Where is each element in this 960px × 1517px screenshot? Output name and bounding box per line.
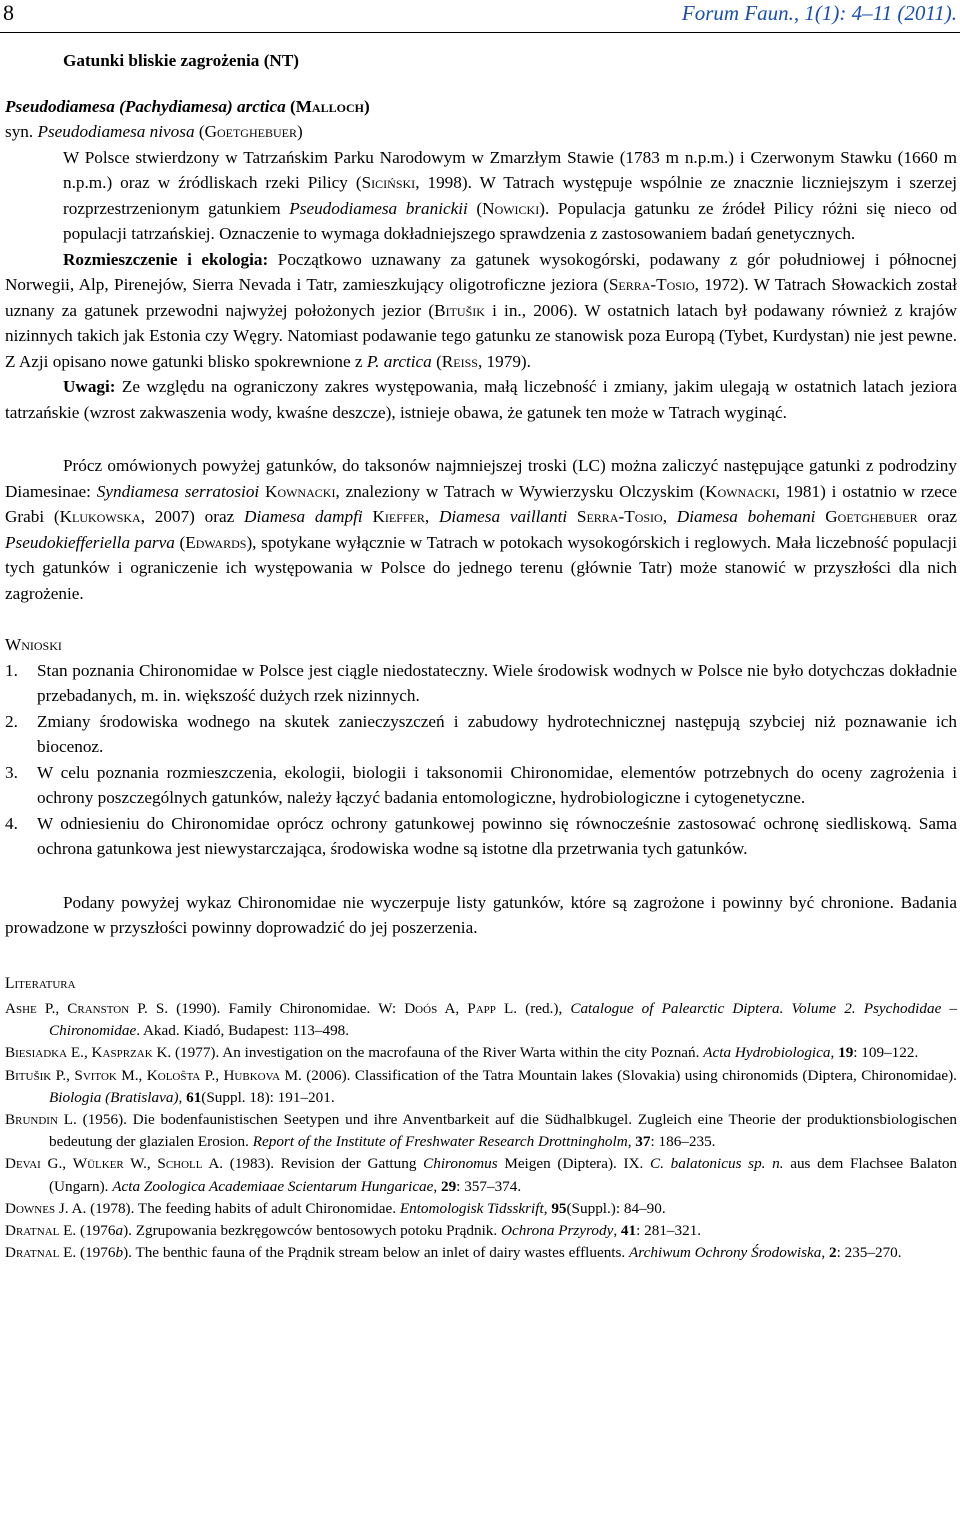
page-body xyxy=(5,48,957,1264)
reference-item: Downes J. A. (1978). The feeding habits of adult Chironomidae. Entomologisk Tidsskrift, 95(Suppl.): 84–90. xyxy=(5,1199,666,1217)
species-ref: P. arctica xyxy=(366,351,432,371)
page-number: 8 xyxy=(3,0,14,25)
reference-item: Ashe P., Cranston P. S. (1990). Family Chironomidae. W: Doós A, Papp L. (red.), Catalogue of Palearctic Diptera. Volume 2. Psychodidae – Chironomidae. Akad. Kiadó, Budapest: 113–498. xyxy=(5,1000,957,1040)
literature-heading: Literatura xyxy=(5,974,76,992)
citation: Nowicki xyxy=(482,198,540,218)
synonym-name: Pseudodiamesa nivosa xyxy=(37,122,195,141)
reference-item: Bitušik P., Svitok M., Koloŝta P., Hubkova M. (2006). Classification of the Tatra Mountain lakes (Slovakia) using chironomids (Diptera, Chironomidae). Biologia (Bratislava), 61(Suppl. 18): 191–201. xyxy=(5,1066,957,1106)
list-item: 3. W celu poznania rozmieszczenia, ekologii, biologii i taksonomii Chironomidae, elementów potrzebnych do oceny zagrożenia i ochrony poszczególnych gatunków, należy łączyć badania entomologiczne, hydrobiologiczne i cytogenetyczne. xyxy=(5,762,957,807)
species-heading xyxy=(5,94,957,120)
species-ref: Pseudodiamesa branickii xyxy=(289,198,468,218)
reference-item: Dratnal E. (1976a). Zgrupowania bezkręgowców bentosowych potoku Prądnik. Ochrona Przyrody, 41: 281–321. xyxy=(5,1222,702,1240)
reference-item: Biesiadka E., Kasprzak K. (1977). An investigation on the macrofauna of the River Warta within the city Poznań. Acta Hydrobiologica, 19: 109–122. xyxy=(5,1044,919,1062)
citation: Reiss xyxy=(441,351,478,371)
other-species-paragraph: Prócz omówionych powyżej gatunków, do taksonów najmniejszej troski (LC) można zaliczyć następujące gatunki z podrodziny Diamesinae: Syndiamesa serratosioi Kownacki, znaleziony w Tatrach w Wywierzysku Olczyskim (Kownacki, 1981) i ostatnio w rzece Grabi (Klukowska, 2007) oraz Diamesa dampfi Kieffer, Diamesa vaillanti Serra-Tosio, Diamesa bohemani Goetghebuer oraz Pseudokiefferiella parva (Edwards), spotykane wyłącznie w Tatrach w potokach wysokogórskich i reglowych. Mała liczebność populacji tych gatunków i ograniczenie ich występowania w Polsce do jednego terenu (głównie Tatr) może stanowić w przyszłości dla nich zagrożenie. xyxy=(5,456,958,603)
page-header xyxy=(0,0,960,33)
conclusions-list xyxy=(5,658,957,862)
species-ref: Pseudokiefferiella parva xyxy=(5,532,175,552)
synonym-line: syn. Pseudodiamesa nivosa (Goetghebuer) xyxy=(5,122,303,141)
reference-item: Dratnal E. (1976b). The benthic fauna of the Prądnik stream below an inlet of dairy wastes effluents. Archiwum Ochrony Środowiska, 2: 235–270. xyxy=(5,1244,902,1262)
species-author: (Malloch) xyxy=(289,96,370,116)
reference-item: Brundin L. (1956). Die bodenfaunistischen Seetypen und ihre Anventbarkeit auf die Südhalbkugel. Zugleich eine Theorie der produktionsbiologischen bedeutung der glazialen Erosion. Report of the Institute of Freshwater Research Drottningholm, 37: 186–235. xyxy=(5,1111,957,1151)
species-ref: Diamesa vaillanti xyxy=(438,507,568,526)
journal-citation: Forum Faun., 1(1): 4–11 (2011). xyxy=(681,1,957,25)
reference-item: Devai G., Wülker W., Scholl A. (1983). Revision der Gattung Chironomus Meigen (Diptera). IX. C. balatonicus sp. n. aus dem Flachsee Balaton (Ungarn). Acta Zoologica Academiaae Scientarum Hungaricae, 29: 357–374. xyxy=(5,1155,958,1195)
conclusions-heading: Wnioski xyxy=(5,635,62,654)
distribution-label: Rozmieszczenie i ekologia: xyxy=(63,249,269,269)
species-ref: Syndiamesa serratosioi xyxy=(96,481,260,501)
list-item: 1. Stan poznania Chironomidae w Polsce jest ciągle niedostateczny. Wiele środowisk wodnych w Polsce nie było dotychczas dokładnie przebadanych, m. in. większość dużych rzek nizinnych. xyxy=(5,660,957,705)
remarks-paragraph: Uwagi: Ze względu na ograniczony zakres występowania, małą liczebność i zmiany, jakim ulegają w ostatnich latach jeziora tatrzańskie (wzrost zakwaszenia wody, kwaśne deszcze), istnieje obawa, że gatunek ten może w Tatrach wyginąć. xyxy=(5,377,957,422)
citation: Serra-Tosio xyxy=(608,275,695,294)
list-item: 2. Zmiany środowiska wodnego na skutek zanieczyszczeń i zabudowy hydrotechnicznej następują szybciej niż poznawanie ich biocenoz. xyxy=(5,711,957,756)
list-item: 4. W odniesieniu do Chironomidae oprócz ochrony gatunkowej powinno się równocześnie zastosować ochronę siedliskową. Sama ochrona gatunkowa jest niewystarczająca, środowiska wodne są istotne dla przetrwania tych gatunków. xyxy=(5,813,957,858)
reference-list xyxy=(5,998,957,1264)
species-ref: Diamesa bohemani xyxy=(676,507,816,526)
section-heading-nt: Gatunki bliskie zagrożenia (NT) xyxy=(63,51,300,70)
closing-paragraph: Podany powyżej wykaz Chironomidae nie wyczerpuje listy gatunków, które są zagrożone i powinny być chronione. Badania prowadzone w przyszłości powinny doprowadzić do jej poszerzenia. xyxy=(5,892,957,937)
species-description: W Polsce stwierdzony w Tatrzańskim Parku Narodowym w Zmarzłym Stawie (1783 m n.p.m.) i Czerwonym Stawku (1660 m n.p.m.) oraz w źródliskach rzeki Pilicy (Siciński, 1998). W Tatrach występuje wspólnie ze znacznie liczniejszym i szerzej rozprzestrzenionym gatunkiem Pseudodiamesa branickii (Nowicki). Populacja gatunku ze źródeł Pilicy różni się nieco od populacji tatrzańskiej. Oznaczenie to wymaga dokładniejszego sprawdzenia z zastosowaniem badań genetycznych. xyxy=(63,147,958,243)
citation: Bitušik xyxy=(434,300,485,320)
remarks-label: Uwagi: xyxy=(63,377,116,396)
distribution-paragraph: Rozmieszczenie i ekologia: Początkowo uznawany za gatunek wysokogórski, podawany z gór południowej i północnej Norwegii, Alp, Pirenejów, Sierra Nevada i Tatr, zamieszkujący oligotroficzne jeziora (Serra-Tosio, 1972). W Tatrach Słowackich został uznany za gatunek przewodni najwyżej położonych jezior (Bitušik i in., 2006). W ostatnich latach był podawany również z krajów nizinnych takich jak Estonia czy Węgry. Natomiast podawanie tego gatunku ze stanowisk poza Europą (Tybet, Kurdystan) nie jest pewne. Z Azji opisano nowe gatunki blisko spokrewnione z P. arctica (Reiss, 1979). xyxy=(5,249,957,371)
citation: Siciński xyxy=(361,173,416,192)
species-ref: Diamesa dampfi xyxy=(244,507,363,526)
species-name: Pseudodiamesa (Pachydiamesa) arctica xyxy=(5,96,286,116)
